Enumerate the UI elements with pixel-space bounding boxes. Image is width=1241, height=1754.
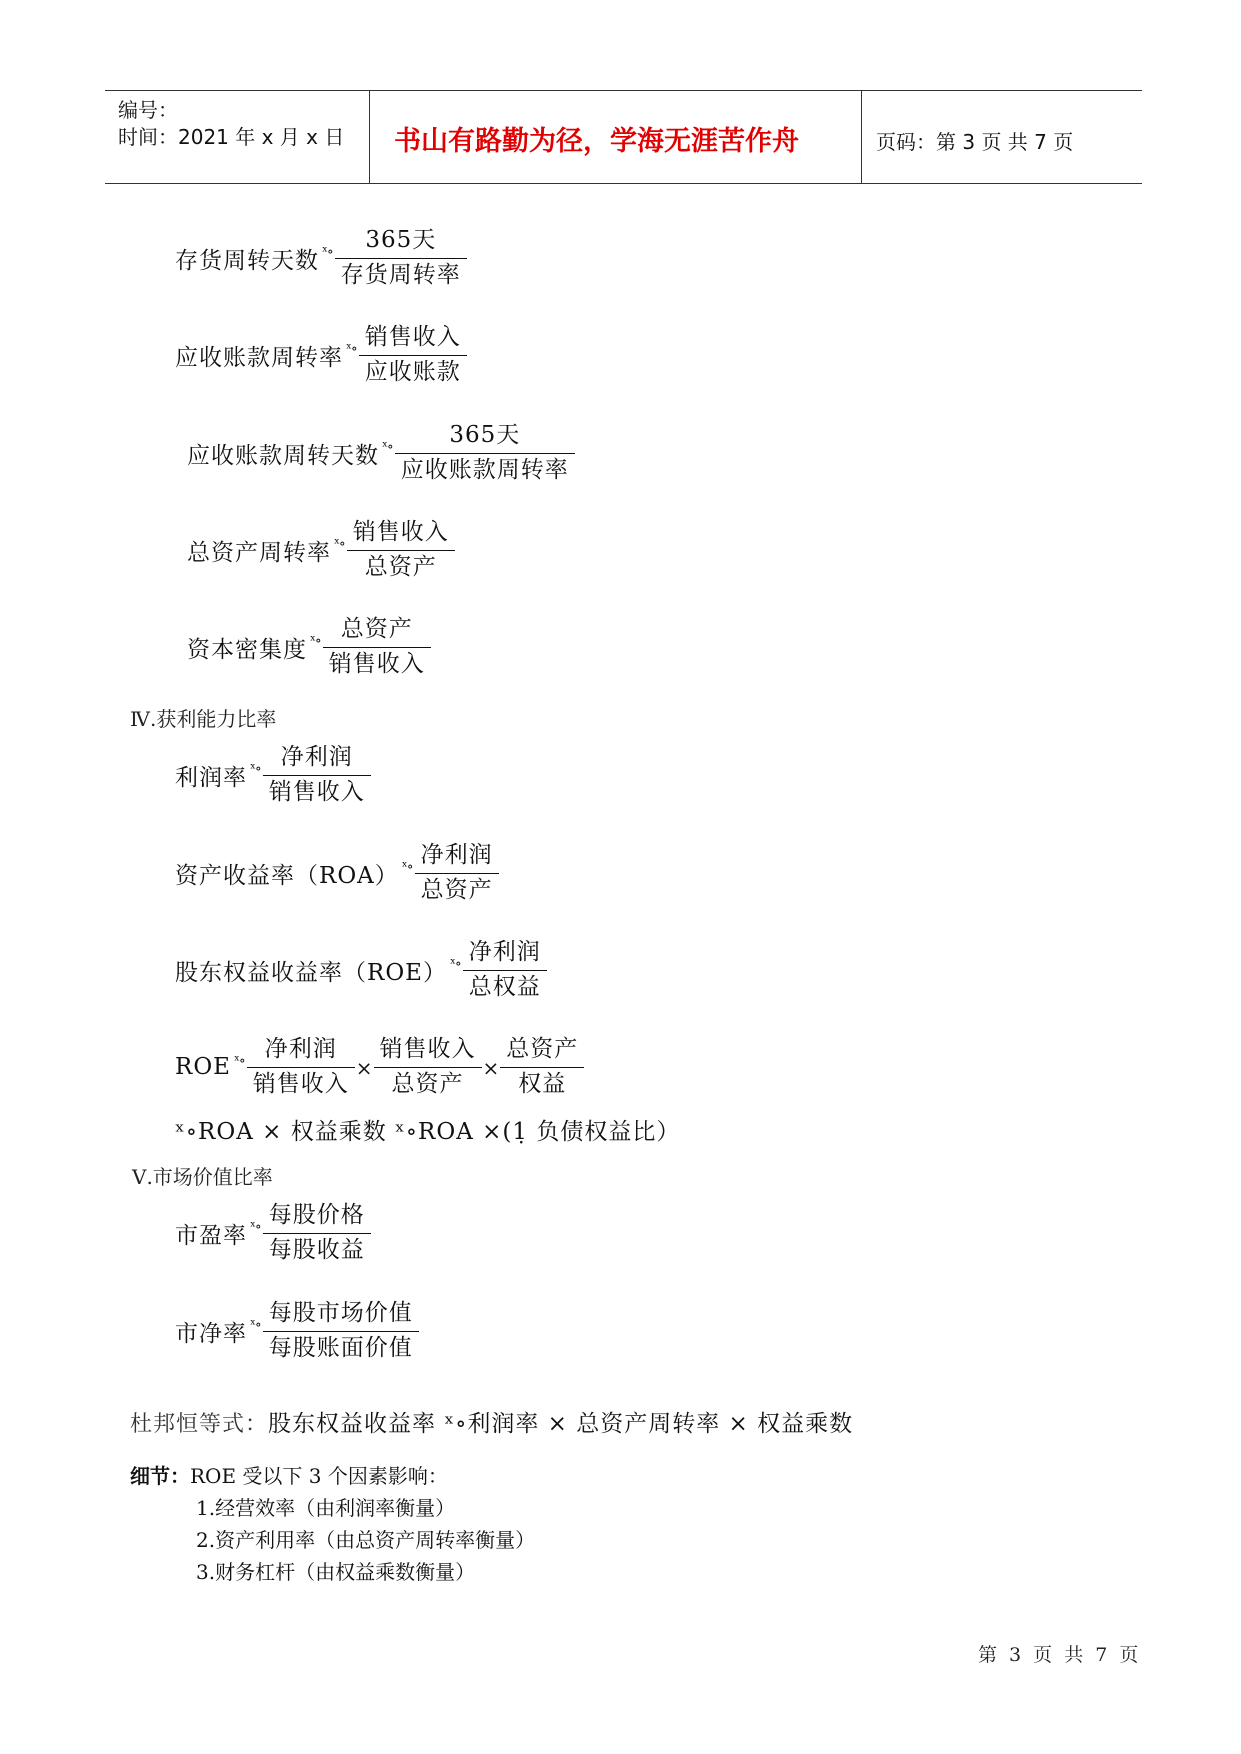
fraction [374,1037,482,1098]
numerator: 净利润 [264,1036,337,1062]
fraction [263,1203,371,1264]
denominator: 每股账面价值 [263,1331,419,1361]
equals-sign: ˣ∘ [382,439,393,456]
formula-roa [175,843,499,904]
formula-label: 市盈率 [175,1222,247,1249]
details-title: 细节： [130,1464,190,1488]
fraction [463,940,547,1001]
header-top-rule [105,90,1142,91]
equals-sign: ˣ∘ [250,1219,261,1236]
numerator: 总资产 [506,1036,579,1062]
formula-profit-margin [175,745,371,806]
details-item: 1.经营效率（由利润率衡量） [196,1496,456,1520]
fraction [335,228,467,289]
header-divider-left [369,90,370,183]
formula-label: 股东权益收益率（ROE） [175,959,447,986]
header-bottom-rule [105,183,1142,184]
denominator: 应收账款 [359,355,467,385]
formula-label: 应收账款周转天数 [187,442,379,469]
formula-label: 总资产周转率 [187,539,331,566]
denominator: 存货周转率 [335,258,467,288]
equals-sign: ˣ∘ [322,244,333,261]
formula-pe-ratio [175,1203,371,1264]
numerator: 365天 [449,422,521,448]
formula-label: 资本密集度 [187,636,307,663]
times-sign: × [355,1056,373,1081]
details-intro: ROE 受以下 3 个因素影响： [190,1464,448,1488]
denominator: 总资产 [347,550,455,580]
formula-receivables-days [187,423,575,484]
fraction [395,423,575,484]
denominator: 权益 [500,1067,584,1097]
equals-sign: ˣ∘ [449,956,461,973]
numerator: 每股市场价值 [268,1300,413,1326]
equals-sign: ˣ∘ [334,536,345,553]
formula-receivables-turnover [175,325,467,386]
formula-label: 存货周转天数 [175,247,319,274]
formula-label: 市净率 [175,1320,247,1347]
page-footer: 第 3 页 共 7 页 [978,1644,1142,1666]
equals-sign: ˣ∘ [250,761,261,778]
fraction [500,1037,584,1098]
equals-sign: ˣ∘ [310,633,321,650]
header-divider-right [861,90,862,183]
denominator: 应收账款周转率 [395,453,575,483]
dupont-identity [130,1405,853,1438]
formula-roe-decomposition [175,1037,584,1098]
times-sign: × [482,1056,500,1081]
equals-sign: ˣ∘ [233,1053,245,1070]
formula-inventory-days [175,228,467,289]
numerator: 365天 [365,227,437,253]
formula-total-asset-turnover [187,520,455,581]
numerator: 总资产 [340,616,413,642]
denominator: 总权益 [463,970,547,1000]
numerator: 销售收入 [379,1036,476,1062]
numerator: 净利润 [468,939,541,965]
numerator: 销售收入 [364,324,461,350]
denominator: 销售收入 [247,1067,355,1097]
roe-decomposition-line2: ˣ∘ROA × 权益乘数 ˣ∘ROA ×(1̣ 负债权益比） [175,1119,681,1145]
fraction [359,325,467,386]
fraction [323,617,431,678]
denominator: 总资产 [415,873,499,903]
denominator: 每股收益 [263,1233,371,1263]
formula-label: 利润率 [175,764,247,791]
fraction [263,745,371,806]
header-number: 编号： [118,98,178,122]
fraction [263,1301,419,1362]
numerator: 净利润 [280,744,353,770]
formula-pb-ratio [175,1301,419,1362]
header-page-number: 页码：第 3 页 共 7 页 [876,130,1074,154]
formula-capital-intensity [187,617,431,678]
dupont-label: 杜邦恒等式： [130,1412,269,1437]
formula-roe [175,940,547,1001]
header-time: 时间：2021 年 x 月 x 日 [118,125,345,149]
denominator: 销售收入 [263,775,371,805]
details-item: 3.财务杠杆（由权益乘数衡量） [196,1560,476,1584]
denominator: 总资产 [374,1067,482,1097]
fraction [247,1037,355,1098]
fraction [347,520,455,581]
section-heading-market-value: Ⅴ.市场价值比率 [132,1165,273,1189]
numerator: 销售收入 [352,519,449,545]
equals-sign: ˣ∘ [346,341,357,358]
numerator: 净利润 [420,842,493,868]
dupont-formula: 股东权益收益率 ˣ∘利润率 × 总资产周转率 × 权益乘数 [268,1411,854,1437]
formula-label: 资产收益率（ROA） [175,862,399,889]
fraction [415,843,499,904]
denominator: 销售收入 [323,647,431,677]
section-heading-profitability: Ⅳ.获利能力比率 [130,707,277,731]
details-intro-line [130,1460,448,1489]
formula-label: ROE [175,1054,231,1081]
details-item: 2.资产利用率（由总资产周转率衡量） [196,1528,536,1552]
numerator: 每股价格 [268,1202,365,1228]
formula-label: 应收账款周转率 [175,344,343,371]
equals-sign: ˣ∘ [401,859,413,876]
header-motto: 书山有路勤为径，学海无涯苦作舟 [394,126,799,157]
equals-sign: ˣ∘ [250,1317,261,1334]
